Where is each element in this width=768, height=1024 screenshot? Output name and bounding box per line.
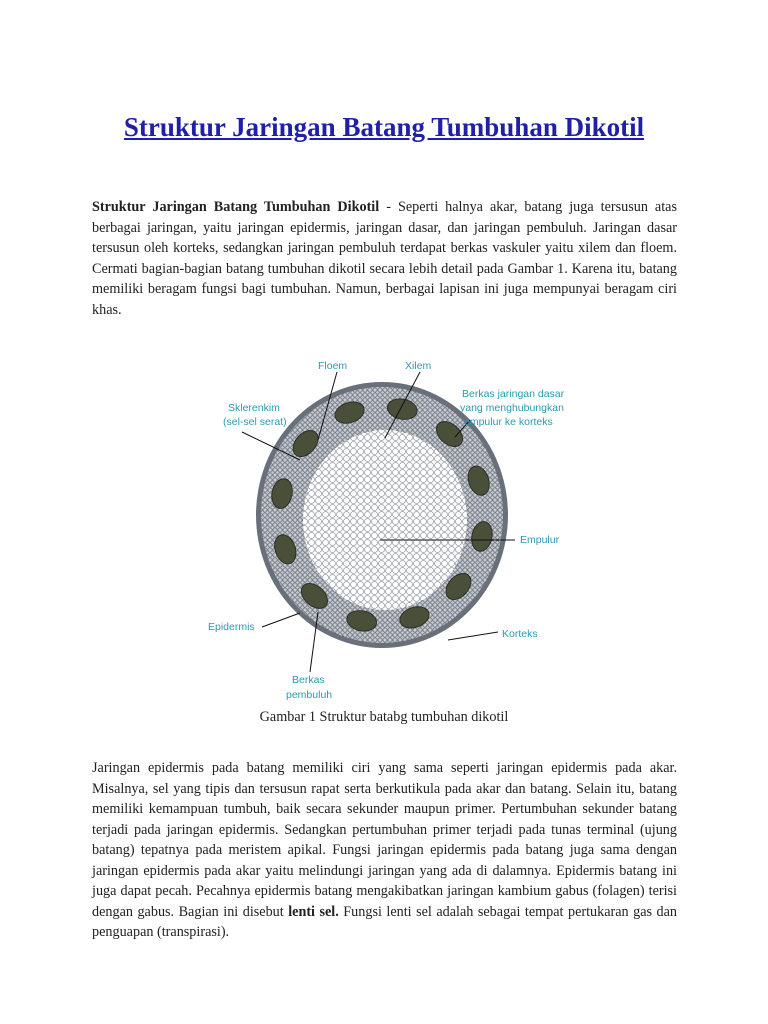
figure-caption: Gambar 1 Struktur batabg tumbuhan dikotil xyxy=(259,709,509,725)
body-bold-term: lenti sel. xyxy=(288,903,339,920)
body-text-after: Fungsi lenti sel adalah sebagai tempat pertukaran gas dan penguapan (transpirasi). xyxy=(92,903,677,940)
label-empulur: Empulur xyxy=(520,534,560,546)
label-berkas-pembuluh-1: Berkas xyxy=(292,674,325,686)
label-sklerenkim-sub: (sel-sel serat) xyxy=(223,416,287,428)
label-berkas-dasar-2: yang menghubungkan xyxy=(460,402,564,414)
label-xilem: Xilem xyxy=(405,360,432,372)
intro-paragraph xyxy=(92,197,677,320)
label-floem: Floem xyxy=(318,360,348,372)
label-epidermis: Epidermis xyxy=(208,621,255,633)
page-title[interactable]: Struktur Jaringan Batang Tumbuhan Dikotil xyxy=(123,112,645,142)
label-korteks: Korteks xyxy=(502,628,538,640)
stem-cross-section-figure xyxy=(195,350,585,710)
label-berkas-dasar-3: empulur ke korteks xyxy=(464,416,553,428)
label-berkas-dasar-1: Berkas jaringan dasar xyxy=(462,388,565,400)
body-text-before: Jaringan epidermis pada batang memiliki ciri yang sama seperti jaringan epidermis pada akar. Misalnya, sel yang tipis dan tersusun rapat serta berkutikula pada akar dan batang. Selain itu, batang memiliki kemampuan tumbuh, baik secara sekunder maupun primer. Pertumbuhan sekunder batang terjadi pada jaringan epidermis. Sedangkan pertumbuhan primer terjadi pada tunas terminal (ujung batang) tepatnya pada meristem apikal. Fungsi jaringan epidermis pada batang juga sama dengan jaringan epidermis pada akar yaitu melindungi jaringan yang ada di dalamnya. Epidermis batang ini juga dapat pecah. Pecahnya epidermis batang mengakibatkan jaringan kambium gabus (folagen) terisi dengan gabus. Bagian ini disebut xyxy=(92,760,677,920)
label-sklerenkim: Sklerenkim xyxy=(228,402,280,414)
label-berkas-pembuluh-2: pembuluh xyxy=(286,689,333,701)
body-paragraph xyxy=(92,758,677,943)
pith xyxy=(303,430,467,610)
intro-text: - Seperti halnya akar, batang juga tersusun atas berbagai jaringan, yaitu jaringan epidermis, jaringan dasar, dan jaringan pembuluh. Jaringan dasar tersusun oleh korteks, sedangkan jaringan pembuluh terdapat berkas vaskuler yaitu xilem dan floem. Cermati bagian-bagian batang tumbuhan dikotil secara lebih detail pada Gambar 1. Karena itu, batang memiliki beragam fungsi bagi tumbuhan. Namun, berbagai lapisan ini juga mempunyai beragam ciri khas. xyxy=(92,199,677,318)
intro-bold: Struktur Jaringan Batang Tumbuhan Dikotil xyxy=(92,199,380,215)
